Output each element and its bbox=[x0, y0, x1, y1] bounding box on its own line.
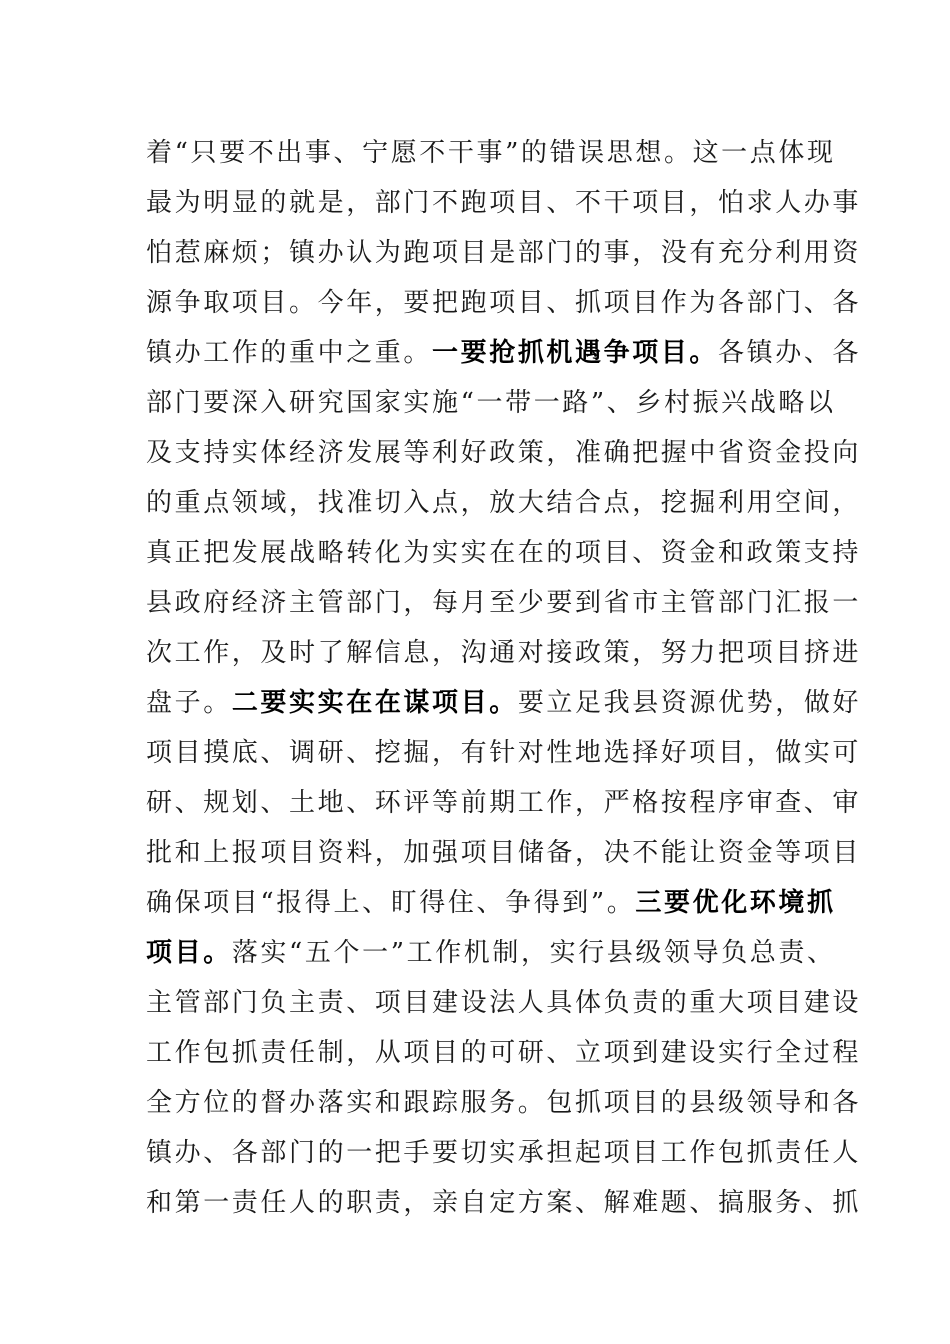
text-segment: 怕惹麻烦；镇办认为跑项目是部门的事，没有充分利用资 bbox=[146, 238, 862, 268]
text-line bbox=[146, 131, 836, 181]
text-segment: 镇办工作的重中之重。 bbox=[146, 338, 433, 368]
text-line bbox=[146, 431, 862, 481]
bold-heading: 一要抢抓机遇争项目。 bbox=[432, 338, 719, 368]
text-line bbox=[146, 681, 862, 731]
text-segment: 研、规划、土地、环评等前期工作，严格按程序审查、审 bbox=[146, 788, 862, 818]
text-segment: 要立足我县资源优势，做好 bbox=[517, 688, 862, 718]
text-line bbox=[146, 731, 862, 781]
text-line bbox=[146, 1131, 862, 1181]
text-line bbox=[146, 531, 862, 581]
text-segment: 落实“五个一”工作机制，实行县级领导负总责、 bbox=[231, 938, 836, 968]
text-segment: 部门要深入研究国家实施“一带一路”、乡村振兴战略以 bbox=[146, 388, 836, 418]
text-segment: 项目摸底、调研、挖掘，有针对性地选择好项目，做实可 bbox=[146, 738, 862, 768]
text-segment: 和第一责任人的职责，亲自定方案、解难题、搞服务、抓 bbox=[146, 1188, 862, 1218]
text-segment: 盘子。 bbox=[146, 688, 232, 718]
text-segment: 县政府经济主管部门，每月至少要到省市主管部门汇报一 bbox=[146, 588, 862, 618]
text-line bbox=[146, 331, 862, 381]
bold-heading: 二要实实在在谋项目。 bbox=[231, 688, 518, 718]
text-segment: 批和上报项目资料，加强项目储备，决不能让资金等项目 bbox=[146, 838, 862, 868]
text-segment: 及支持实体经济发展等利好政策，准确把握中省资金投向 bbox=[146, 438, 862, 468]
text-segment: 全方位的督办落实和跟踪服务。包抓项目的县级领导和各 bbox=[146, 1088, 862, 1118]
text-line bbox=[146, 1031, 862, 1081]
text-segment: 主管部门负主责、项目建设法人具体负责的重大项目建设 bbox=[146, 988, 862, 1018]
text-line bbox=[146, 781, 862, 831]
text-line bbox=[146, 481, 862, 531]
text-segment: 次工作，及时了解信息，沟通对接政策，努力把项目挤进 bbox=[146, 638, 862, 668]
text-line bbox=[146, 631, 862, 681]
text-line bbox=[146, 381, 836, 431]
text-line bbox=[146, 931, 836, 981]
text-segment: 最为明显的就是，部门不跑项目、不干项目，怕求人办事 bbox=[146, 188, 862, 218]
text-segment: 工作包抓责任制，从项目的可研、立项到建设实行全过程 bbox=[146, 1038, 862, 1068]
text-segment: 确保项目“报得上、盯得住、争得到”。 bbox=[146, 888, 636, 918]
text-segment: 各镇办、各 bbox=[718, 338, 862, 368]
text-segment: 着“只要不出事、宁愿不干事”的错误思想。这一点体现 bbox=[146, 138, 836, 168]
text-line bbox=[146, 1081, 862, 1131]
bold-heading: 项目。 bbox=[146, 938, 232, 968]
text-segment: 源争取项目。今年，要把跑项目、抓项目作为各部门、各 bbox=[146, 288, 862, 318]
text-line bbox=[146, 881, 836, 931]
text-line bbox=[146, 181, 862, 231]
text-line bbox=[146, 981, 862, 1031]
text-segment: 镇办、各部门的一把手要切实承担起项目工作包抓责任人 bbox=[146, 1138, 862, 1168]
text-segment: 真正把发展战略转化为实实在在的项目、资金和政策支持 bbox=[146, 538, 862, 568]
text-line bbox=[146, 831, 862, 881]
text-line bbox=[146, 231, 862, 281]
text-line bbox=[146, 1181, 862, 1231]
bold-heading: 三要优化环境抓 bbox=[635, 888, 836, 918]
text-segment: 的重点领域，找准切入点，放大结合点，挖掘利用空间， bbox=[146, 488, 862, 518]
text-line bbox=[146, 581, 862, 631]
body-text bbox=[146, 131, 862, 1231]
text-line bbox=[146, 281, 862, 331]
